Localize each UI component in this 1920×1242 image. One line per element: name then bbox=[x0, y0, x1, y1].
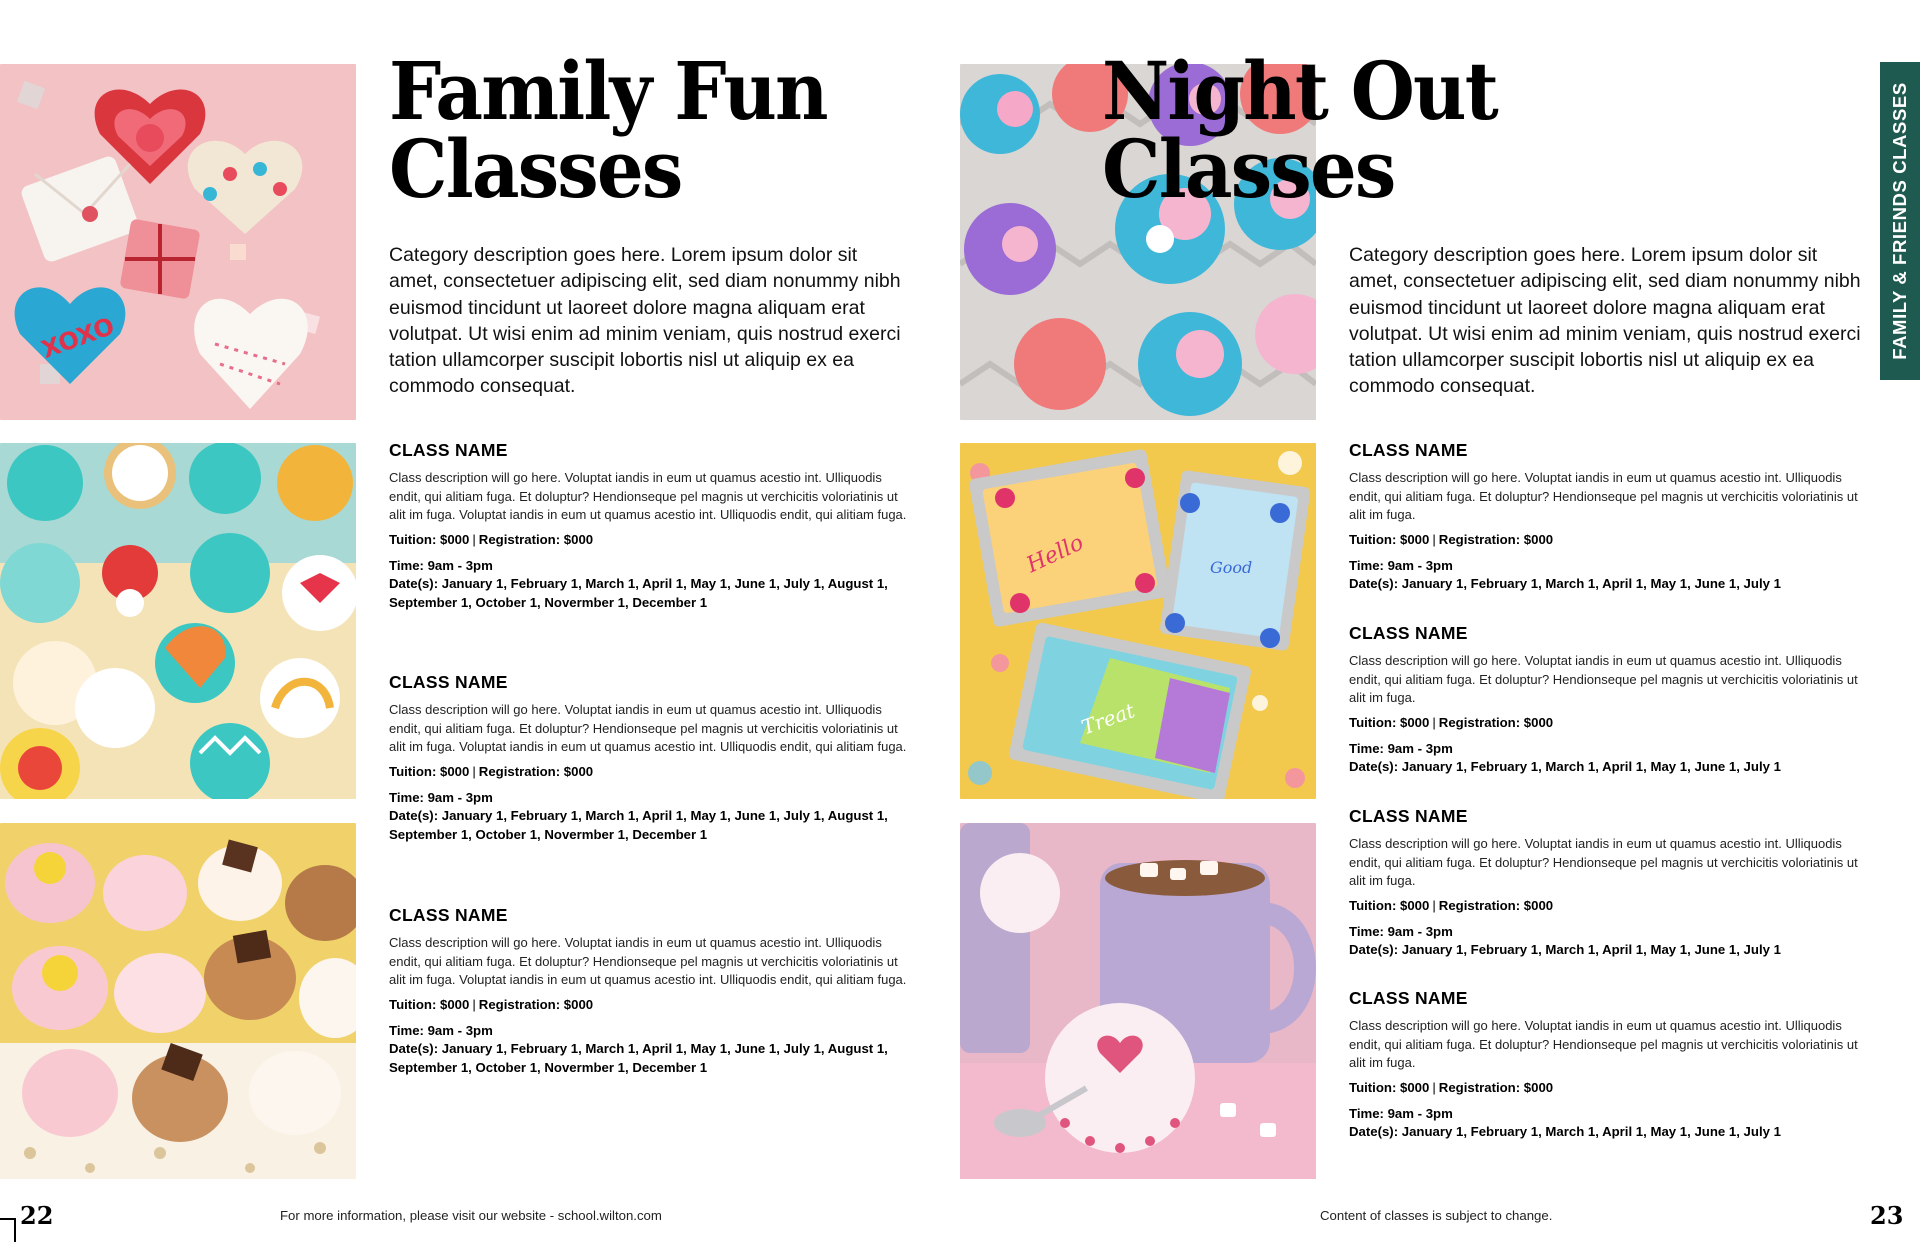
registration: Registration: $000 bbox=[1438, 1079, 1554, 1095]
tuition: Tuition: $000 bbox=[1349, 714, 1430, 730]
class-time: Time: 9am - 3pm bbox=[1349, 557, 1453, 573]
hot-cocoa-photo bbox=[960, 823, 1316, 1179]
class-name: CLASS NAME bbox=[389, 905, 508, 925]
section-side-tab bbox=[1880, 62, 1920, 380]
svg-text:Hello: Hello bbox=[1022, 530, 1088, 579]
right-page bbox=[960, 0, 1920, 1242]
class-dates: Date(s): January 1, February 1, March 1, April 1, May 1, June 1, July 1 bbox=[1349, 1124, 1781, 1140]
family-fun-title bbox=[389, 44, 827, 216]
registration: Registration: $000 bbox=[1438, 714, 1554, 730]
class-dates: Date(s): January 1, February 1, March 1, April 1, May 1, June 1, July 1, August 1, September 1, October 1, Novermber 1, December 1 bbox=[389, 808, 888, 842]
tuition: Tuition: $000 bbox=[1349, 1079, 1430, 1095]
tuition: Tuition: $000 bbox=[1349, 897, 1430, 913]
class-entry bbox=[1349, 440, 1869, 594]
class-name: CLASS NAME bbox=[1349, 623, 1468, 643]
title-line-2: Classes bbox=[1102, 122, 1395, 216]
class-entry bbox=[1349, 988, 1869, 1142]
class-name: CLASS NAME bbox=[389, 672, 508, 692]
class-description: Class description will go here. Voluptat iandis in eum ut quamus acestio int. Ulliquodis endit, qui alitiam fuga. Et doluptur? Hendionseque pel magnis ut verchicitis voloriatinis ut alit im fuga. bbox=[1349, 1018, 1858, 1071]
class-fees: Tuition: $000 | Registration: $000 bbox=[1349, 897, 1554, 913]
footer-website-note: For more information, please visit our website - school.wilton.com bbox=[280, 1208, 662, 1223]
class-description: Class description will go here. Voluptat iandis in eum ut quamus acestio int. Ulliquodis endit, qui alitiam fuga. Et doluptur? Hendionseque pel magnis ut verchicitis voloriatinis ut alit im fuga. bbox=[1349, 653, 1858, 706]
class-description: Class description will go here. Voluptat iandis in eum ut quamus acestio int. Ulliquodis endit, qui alitiam fuga. Et doluptur? Hendionseque pel magnis ut verchicitis voloriatinis ut alit im fuga. Voluptat iandis in eum ut quamus acestio int. Ulliquodis endit, qui alitiam fuga. bbox=[389, 470, 907, 523]
category-description: Category description goes here. Lorem ipsum dolor sit amet, consectetuer adipiscing elit, sed diam nonummy nibh euismod tincidunt ut laoreet dolore magna aliquam erat volutpat. Ut wisi enim ad minim veniam, quis nostrud exerci tation ullamcorper suscipit lobortis nisl ut aliquip ex ea commodo consequat. bbox=[1349, 244, 1861, 398]
decorated-cupcakes-photo bbox=[0, 443, 356, 799]
registration: Registration: $000 bbox=[1438, 531, 1554, 547]
svg-text:Good: Good bbox=[1210, 558, 1253, 577]
night-out-title bbox=[1102, 44, 1497, 216]
class-time: Time: 9am - 3pm bbox=[1349, 923, 1453, 939]
class-name: CLASS NAME bbox=[1349, 988, 1468, 1008]
class-fees: Tuition: $000 | Registration: $000 bbox=[1349, 714, 1554, 730]
category-description: Category description goes here. Lorem ipsum dolor sit amet, consectetuer adipiscing elit, sed diam nonummy nibh euismod tincidunt ut laoreet dolore magna aliquam erat volutpat. Ut wisi enim ad minim veniam, quis nostrud exerci tation ullamcorper suscipit lobortis nisl ut aliquip ex ea commodo consequat. bbox=[389, 244, 901, 398]
frosted-cupcakes-photo bbox=[0, 823, 356, 1179]
class-description: Class description will go here. Voluptat iandis in eum ut quamus acestio int. Ulliquodis endit, qui alitiam fuga. Et doluptur? Hendionseque pel magnis ut verchicitis voloriatinis ut alit im fuga. bbox=[1349, 836, 1858, 889]
class-time: Time: 9am - 3pm bbox=[1349, 1105, 1453, 1121]
class-dates: Date(s): January 1, February 1, March 1, April 1, May 1, June 1, July 1, August 1, September 1, October 1, Novermber 1, December 1 bbox=[389, 1041, 888, 1075]
svg-text:Treat: Treat bbox=[1078, 698, 1138, 740]
class-dates: Date(s): January 1, February 1, March 1, April 1, May 1, June 1, July 1 bbox=[1349, 942, 1781, 958]
class-entry bbox=[1349, 623, 1869, 777]
tuition: Tuition: $000 bbox=[389, 763, 470, 779]
registration: Registration: $000 bbox=[478, 531, 594, 547]
class-name: CLASS NAME bbox=[1349, 440, 1468, 460]
heart-cookies-photo bbox=[0, 64, 356, 420]
class-entry bbox=[1349, 806, 1869, 960]
class-fees: Tuition: $000 | Registration: $000 bbox=[1349, 531, 1554, 547]
class-time: Time: 9am - 3pm bbox=[389, 557, 493, 573]
tuition: Tuition: $000 bbox=[389, 531, 470, 547]
class-time: Time: 9am - 3pm bbox=[389, 1022, 493, 1038]
class-entry bbox=[389, 440, 909, 613]
class-entry bbox=[389, 905, 909, 1078]
class-description: Class description will go here. Voluptat iandis in eum ut quamus acestio int. Ulliquodis endit, qui alitiam fuga. Et doluptur? Hendionseque pel magnis ut verchicitis voloriatinis ut alit im fuga. bbox=[1349, 470, 1858, 523]
title-line-2: Classes bbox=[389, 122, 682, 216]
registration: Registration: $000 bbox=[478, 996, 594, 1012]
class-dates: Date(s): January 1, February 1, March 1, April 1, May 1, June 1, July 1, August 1, September 1, October 1, Novermber 1, December 1 bbox=[389, 576, 888, 610]
tuition: Tuition: $000 bbox=[1349, 531, 1430, 547]
class-dates: Date(s): January 1, February 1, March 1, April 1, May 1, June 1, July 1 bbox=[1349, 759, 1781, 775]
page-number: 23 bbox=[1870, 1201, 1904, 1230]
sheet-cakes-photo bbox=[960, 443, 1316, 799]
class-fees: Tuition: $000 | Registration: $000 bbox=[389, 763, 594, 779]
class-description: Class description will go here. Voluptat iandis in eum ut quamus acestio int. Ulliquodis endit, qui alitiam fuga. Et doluptur? Hendionseque pel magnis ut verchicitis voloriatinis ut alit im fuga. Voluptat iandis in eum ut quamus acestio int. Ulliquodis endit, qui alitiam fuga. bbox=[389, 702, 907, 755]
registration: Registration: $000 bbox=[1438, 897, 1554, 913]
footer-disclaimer: Content of classes is subject to change. bbox=[1320, 1208, 1553, 1223]
class-fees: Tuition: $000 | Registration: $000 bbox=[1349, 1079, 1554, 1095]
crop-mark bbox=[0, 1218, 16, 1242]
svg-text:XOXO: XOXO bbox=[37, 311, 119, 364]
class-name: CLASS NAME bbox=[1349, 806, 1468, 826]
class-dates: Date(s): January 1, February 1, March 1, April 1, May 1, June 1, July 1 bbox=[1349, 576, 1781, 592]
title-line-1: Night Out bbox=[1102, 44, 1497, 138]
class-entry bbox=[389, 672, 909, 845]
tuition: Tuition: $000 bbox=[389, 996, 470, 1012]
class-time: Time: 9am - 3pm bbox=[1349, 740, 1453, 756]
registration: Registration: $000 bbox=[478, 763, 594, 779]
class-name: CLASS NAME bbox=[389, 440, 508, 460]
class-time: Time: 9am - 3pm bbox=[389, 789, 493, 805]
page-number: 22 bbox=[20, 1201, 54, 1230]
class-fees: Tuition: $000 | Registration: $000 bbox=[389, 531, 594, 547]
title-line-1: Family Fun bbox=[389, 44, 827, 138]
class-description: Class description will go here. Voluptat iandis in eum ut quamus acestio int. Ulliquodis endit, qui alitiam fuga. Et doluptur? Hendionseque pel magnis ut verchicitis voloriatinis ut alit im fuga. Voluptat iandis in eum ut quamus acestio int. Ulliquodis endit, qui alitiam fuga. bbox=[389, 935, 907, 988]
side-tab-label: FAMILY & FRIENDS CLASSES bbox=[1889, 82, 1910, 360]
class-fees: Tuition: $000 | Registration: $000 bbox=[389, 996, 594, 1012]
